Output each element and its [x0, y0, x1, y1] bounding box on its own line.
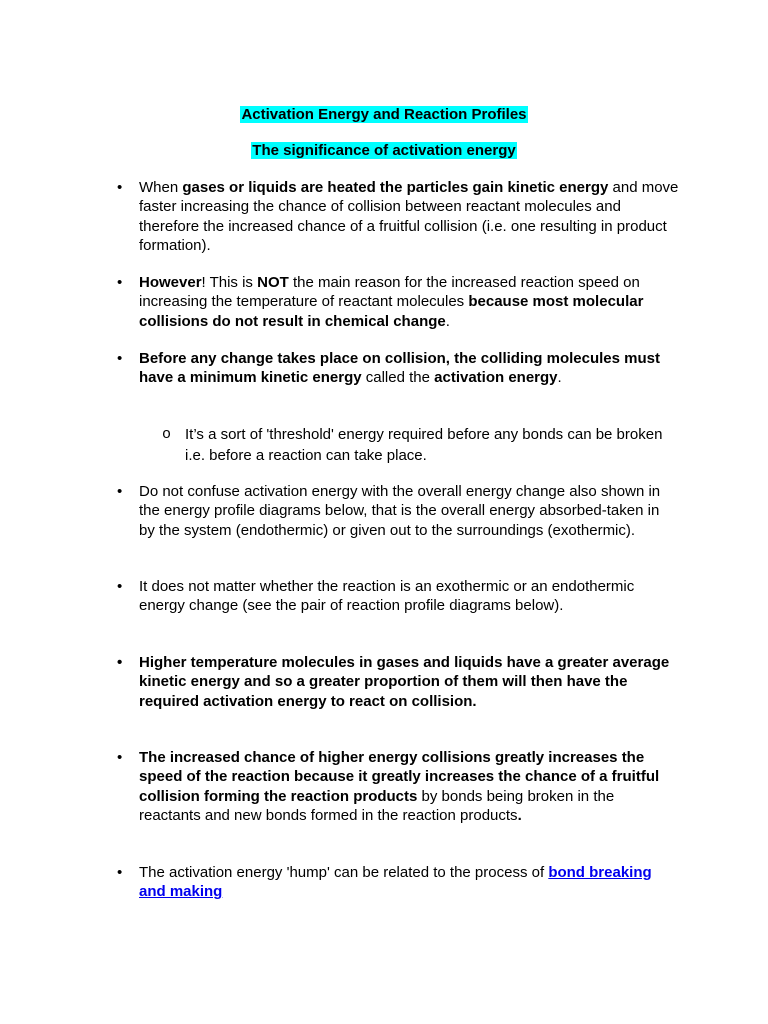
bullet-icon: •	[117, 274, 123, 291]
list-item	[117, 273, 679, 331]
bold-text: because most molecular collisions do not result in chemical change	[139, 293, 644, 330]
list-item	[117, 178, 679, 256]
bold-text: The increased chance of higher energy collisions greatly increases the speed of the reaction because it greatly increases the chance of a fruitful collision forming the reaction products	[139, 749, 660, 805]
bold-text: gases or liquids are heated the particles gain kinetic energy	[182, 179, 609, 196]
page-title	[0, 105, 768, 124]
circle-bullet-icon: o	[162, 426, 172, 443]
bold-text: However	[139, 274, 202, 291]
bold-text: activation energy	[434, 369, 558, 387]
title-highlight: Activation Energy and Reaction Profiles	[241, 106, 527, 123]
list-item	[117, 482, 679, 540]
bold-text: .	[517, 807, 522, 825]
bold-text: Before any change takes place on collision, the colliding molecules must have a minimum kinetic energy	[139, 350, 660, 387]
text-span: The activation energy 'hump' can be related to the process of	[139, 864, 549, 881]
list-item	[117, 349, 679, 388]
text-span: .	[445, 312, 450, 330]
text-span: When	[139, 179, 183, 196]
sub-list-item	[162, 424, 675, 466]
bullet-icon: •	[117, 864, 123, 881]
bold-text: NOT	[257, 274, 289, 291]
list-item	[117, 748, 679, 826]
text-span: Do not confuse activation energy with the overall energy change also shown in the energy profile diagrams below, that is the overall energy absorbed-taken in by the system (endothermic) or given out to the surroundings (exothermic).	[139, 483, 661, 539]
bond-breaking-link[interactable]: bond breaking and making	[139, 864, 652, 901]
text-span: .	[557, 369, 562, 387]
text-span: ! This is	[201, 274, 258, 291]
bullet-icon: •	[117, 179, 123, 196]
text-span: and move faster increasing the chance of collision between reactant molecules and therefore the increased chance of a fruitful collision (i.e. one resulting in product formation).	[139, 179, 679, 255]
bullet-icon: •	[117, 483, 123, 500]
text-span: It does not matter whether the reaction is an exothermic or an endothermic energy change (see the pair of reaction profile diagrams below).	[139, 578, 635, 615]
text-span: It’s a sort of 'threshold' energy required before any bonds can be broken i.e. before a reaction can take place.	[185, 426, 663, 464]
list-item	[117, 577, 679, 616]
bullet-icon: •	[117, 350, 123, 367]
page-subtitle	[0, 141, 768, 160]
bullet-icon: •	[117, 654, 123, 671]
list-item	[117, 653, 679, 711]
bullet-icon: •	[117, 578, 123, 595]
list-item	[117, 863, 679, 902]
text-span: called the	[361, 369, 435, 387]
subtitle-highlight: The significance of activation energy	[252, 142, 516, 159]
bold-text: Higher temperature molecules in gases and liquids have a greater average kinetic energy and so a greater proportion of them will then have the required activation energy to react on collision.	[139, 654, 670, 710]
text-span: the main reason for the increased reaction speed on increasing the temperature of reactant molecules	[139, 274, 640, 311]
text-span: by bonds being broken in the reactants and new bonds formed in the reaction products	[139, 787, 615, 825]
bullet-icon: •	[117, 749, 123, 766]
